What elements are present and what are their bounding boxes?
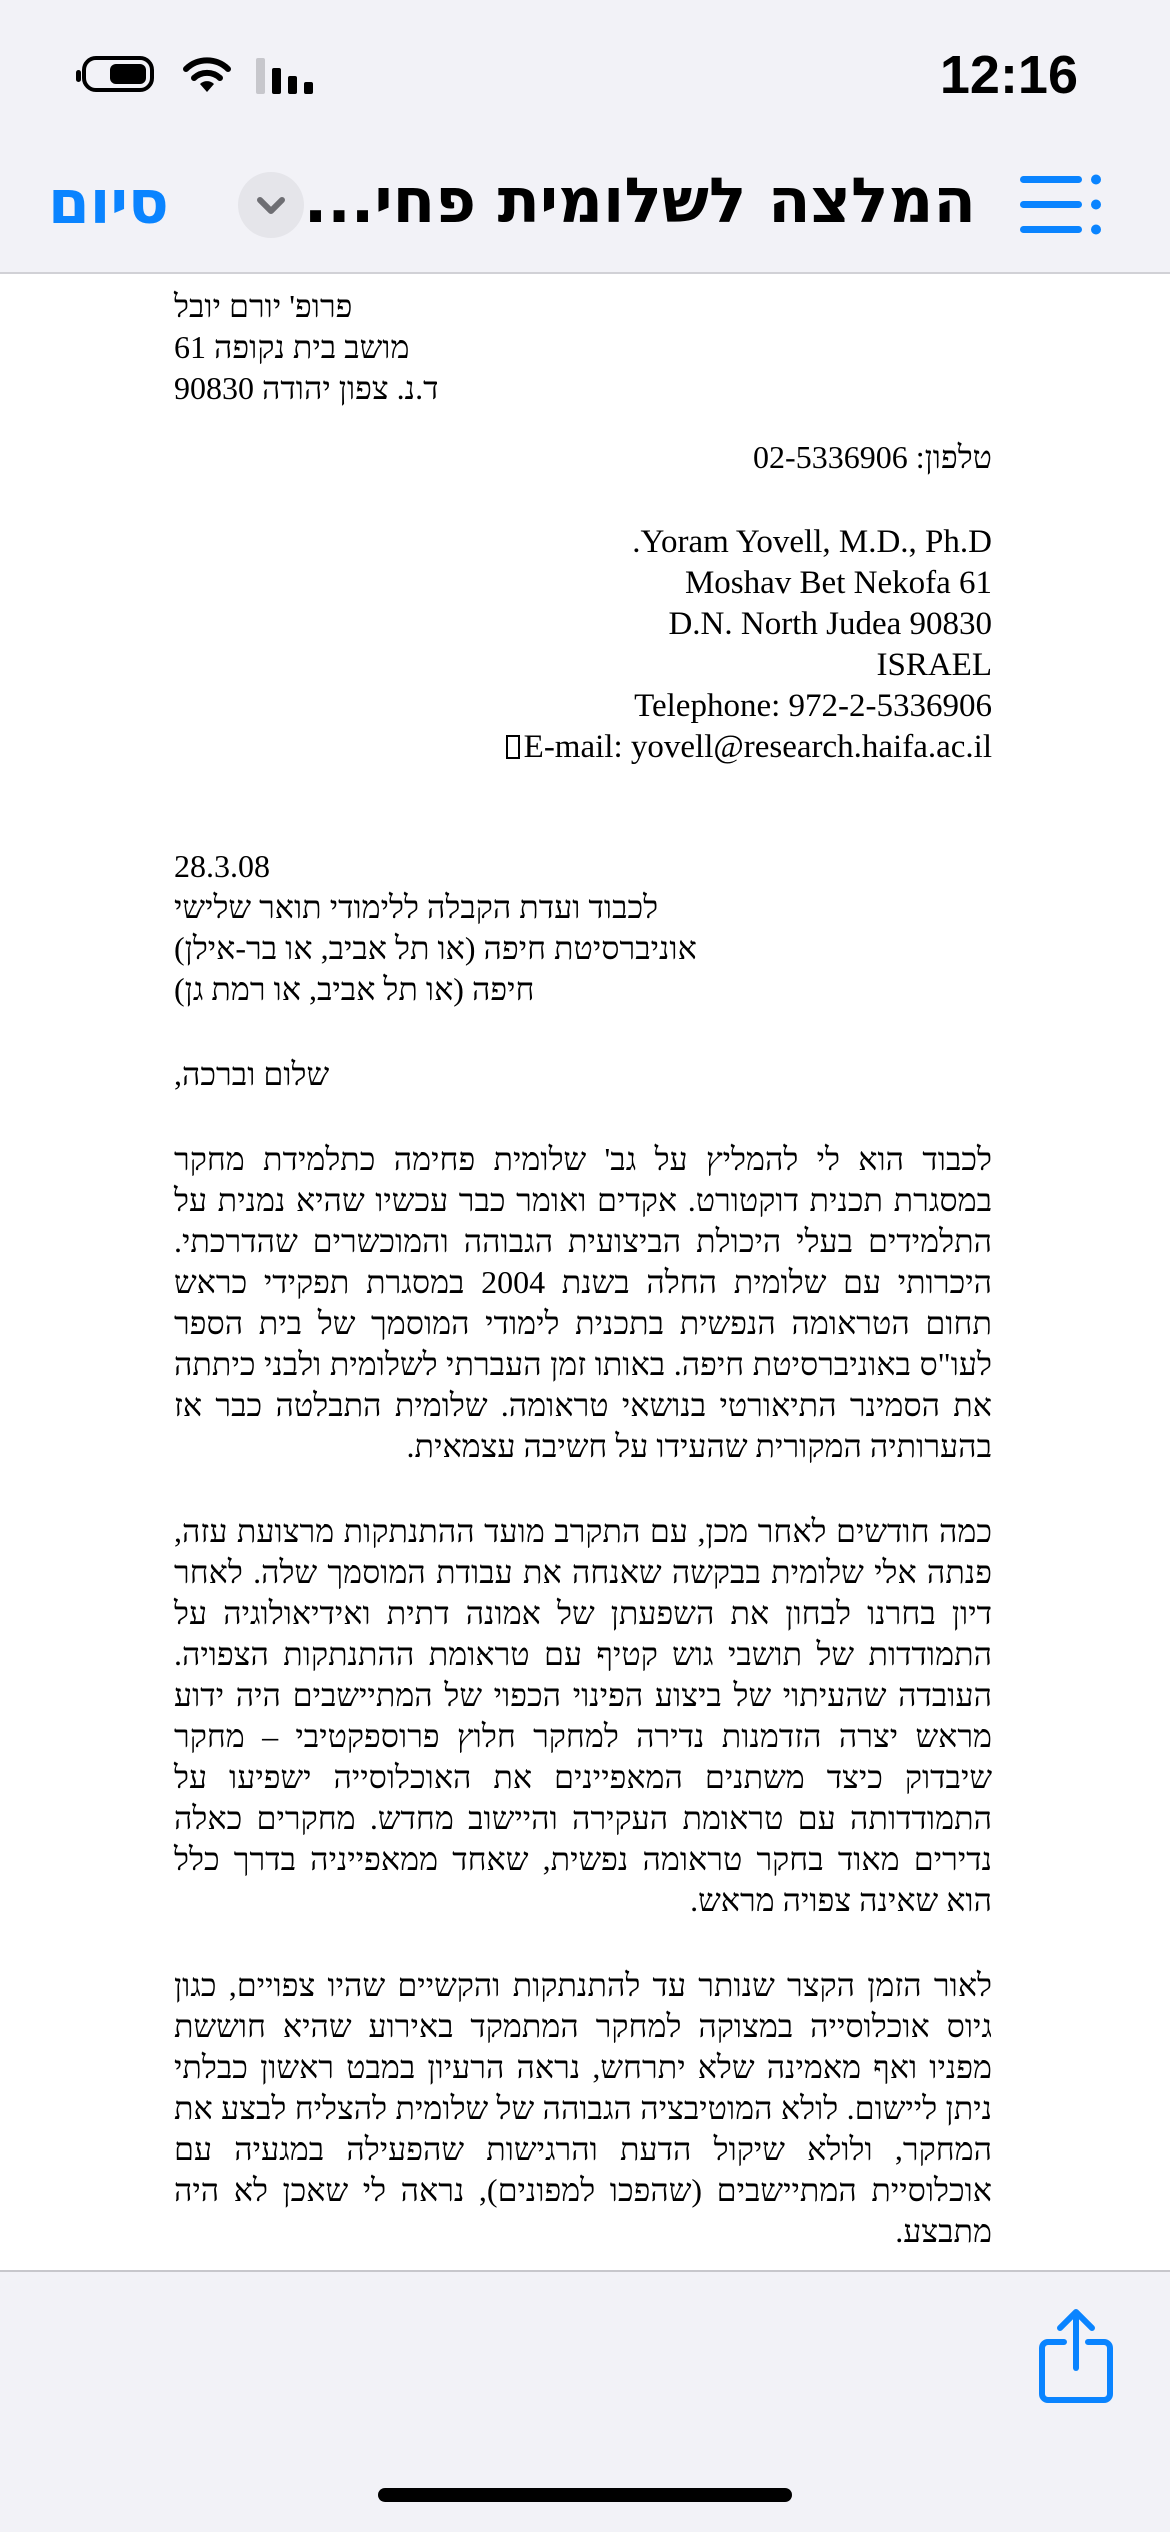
placeholder-glyph-icon <box>506 735 520 759</box>
title-menu-button[interactable] <box>238 172 304 238</box>
email-line <box>174 727 992 768</box>
cellular-signal-icon <box>254 58 318 94</box>
body-paragraph: לאור הזמן הקצר שנותר עד להתנתקות והקשיים שהיו צפויים, כגון גיוס אוכלוסייה במצוקה למחקר המתמקד באירוע שהיא חוששת מפניו ואף מאמינה שלא יתרחש, נראה הרעיון במבט ראשון כבלתי ניתן ליישום. לולא המוטיבציה הגבוהה של שלומית להצליח לבצע את המחקר, ולולא שיקול הדעת והרגישות שהפעילה במגעיה עם אוכלוסיית המתיישבים (שהפכו למפונים), נראה לי שאכן לא היה מתבצע. <box>174 1967 992 2249</box>
chevron-down-icon <box>238 172 304 238</box>
letter <box>174 286 992 2252</box>
wifi-icon <box>180 54 234 94</box>
address-line: Telephone: 972-2-5336906 <box>634 688 992 724</box>
share-icon[interactable] <box>1036 2308 1116 2404</box>
recipient <box>174 887 992 1010</box>
status-time: 12:16 <box>939 45 1078 105</box>
recipient-line: חיפה (או תל אביב, או רמת גן) <box>174 971 535 1007</box>
hebrew-address <box>174 286 992 409</box>
status-bar <box>0 0 1170 140</box>
hebrew-phone: טלפון: 02-5336906 <box>753 439 992 475</box>
address-line: ד.נ. צפון יהודה 90830 <box>174 370 439 406</box>
recipient-line: לכבוד ועדת הקבלה ללימודי תואר שלישי <box>174 889 659 925</box>
email-text: E-mail: yovell@research.haifa.ac.il <box>523 729 992 765</box>
address-line: פרופ' יורם יובל <box>174 288 353 324</box>
done-button[interactable]: סיום <box>48 168 169 238</box>
address-line: D.N. North Judea 90830 <box>668 606 992 642</box>
greeting: שלום וברכה, <box>174 1056 330 1092</box>
list-menu-icon[interactable] <box>1016 170 1104 240</box>
body-paragraph: לכבוד הוא לי להמליץ על גב' שלומית פחימה כתלמידת מחקר במסגרת תכנית דוקטורט. אקדים ואומר כבר עכשיו שהיא נמנית על התלמידים בעלי היכולת הביצועית הגבוהה והמוכשרים שהדרכתי. היכרותי עם שלומית החלה בשנת 2004 במסגרת תפקידי כראש תחום הטראומה הנפשית בתכנית לימודי המוסמך של בית הספר לעו"ס באוניברסיטת חיפה. באותו זמן העברתי לשלומית ולבני כיתתה את הסמינר התיאורטי בנושאי טראומה. שלומית התבלטה כבר אז בהערותיה המקורית שהעידו על חשיבה עצמאית. <box>174 1141 993 1464</box>
english-address <box>174 522 992 768</box>
address-line: .Yoram Yovell, M.D., Ph.D <box>632 524 992 560</box>
address-line: מושב בית נקופה 61 <box>174 329 410 365</box>
address-line: Moshav Bet Nekofa 61 <box>684 565 992 601</box>
recipient-line: אוניברסיטת חיפה (או תל אביב, או בר-אילן) <box>174 930 697 966</box>
nav-bar <box>0 140 1170 274</box>
battery-icon <box>82 56 154 92</box>
letter-date: 28.3.08 <box>174 848 270 884</box>
address-line: ISRAEL <box>876 647 992 683</box>
body-paragraph: כמה חודשים לאחר מכן, עם התקרב מועד ההתנתקות מרצועת עזה, פנתה אלי שלומית בבקשה שאנחה את עבודת המוסמך שלה. לאחר דיון בחרנו לבחון את השפעתן של אמונה דתית ואידיאולוגיה על התמודדות של תושבי גוש קטיף עם טראומת ההתנתקות הצפויה. העובדה שהעיתוי של ביצוע הפינוי הכפוי של המתיישבים היה ידוע מראש יצרה הזדמנות נדירה למחקר חלוץ פרוספקטיבי – מחקר שיבדוק כיצד משתנים המאפיינים את האוכלוסייה ישפיעו על התמודדותה עם טראומת העקירה והיישוב מחדש. מחקרים כאלה נדירים מאוד בחקר טראומה נפשית, שאחד ממאפייניה בדרך כלל הוא שאינה צפויה מראש. <box>174 1513 992 1918</box>
document-title[interactable]: המלצה לשלומית פחי... <box>303 164 976 237</box>
home-indicator[interactable] <box>378 2488 792 2502</box>
document-view[interactable] <box>0 274 1170 2270</box>
